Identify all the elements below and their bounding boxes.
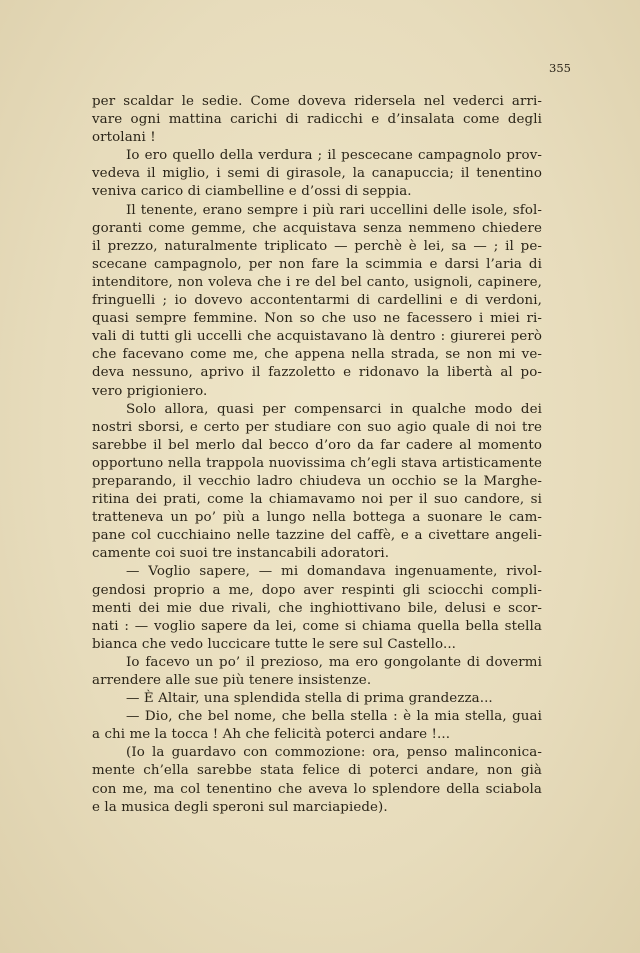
text-line: fringuelli ; io dovevo accontentarmi di cardellini e di verdoni, xyxy=(92,293,542,309)
text-line: — Voglio sapere, — mi domandava ingenuamente, rivol- xyxy=(126,564,542,580)
text-line: e la musica degli speroni sul marciapiede). xyxy=(92,799,388,815)
text-line: Il tenente, erano sempre i più rari uccellini delle isole, sfol- xyxy=(126,202,542,218)
text-line: vero prigioniero. xyxy=(92,383,208,399)
text-line: Io facevo un po’ il prezioso, ma ero gongolante di dovermi xyxy=(126,654,542,670)
text-line: a chi me la tocca ! Ah che felicità poterci andare !... xyxy=(92,727,451,743)
text-line: mente ch’ella sarebbe stata felice di poterci andare, non già xyxy=(92,763,542,779)
text-line: — È Altair, una splendida stella di prima grandezza... xyxy=(126,691,493,707)
text-line: (Io la guardavo con commozione: ora, penso malinconica- xyxy=(126,745,542,761)
text-line: Io ero quello della verdura ; il pescecane campagnolo prov- xyxy=(126,148,542,164)
text-line: bianca che vedo luccicare tutte le sere sul Castello... xyxy=(92,636,457,652)
text-line: intenditore, non voleva che i re del bel canto, usignoli, capinere, xyxy=(92,274,542,290)
text-line: vare ogni mattina carichi di radicchi e d’insalata come degli xyxy=(92,112,542,128)
text-line: Solo allora, quasi per compensarci in qualche modo dei xyxy=(126,401,542,417)
page-number: 355 xyxy=(549,61,571,75)
text-line: vali di tutti gli uccelli che acquistavano là dentro : giurerei però xyxy=(92,329,542,345)
text-line: pane col cucchiaino nelle tazzine del caffè, e a civettare angeli- xyxy=(92,528,542,544)
text-line: ortolani ! xyxy=(92,130,156,146)
text-line: tratteneva un po’ più a lungo nella bottega a suonare le cam- xyxy=(92,510,542,526)
text-line: arrendere alle sue più tenere insistenze. xyxy=(92,673,372,688)
text-line: gendosi proprio a me, dopo aver respinti gli sciocchi compli- xyxy=(92,582,542,598)
text-line: veniva carico di ciambelline e d’ossi di seppia. xyxy=(92,184,412,200)
text-line: scecane campagnolo, per non fare la scimmia e darsi l’aria di xyxy=(92,256,542,272)
text-line: che facevano come me, che appena nella strada, se non mi ve- xyxy=(92,347,542,363)
text-line: quasi sempre femmine. Non so che uso ne facessero i miei ri- xyxy=(92,311,542,327)
text-line: ritina dei prati, come la chiamavamo noi per il suo candore, si xyxy=(92,492,542,508)
text-line: camente coi suoi tre instancabili adoratori. xyxy=(92,546,390,562)
text-line: il prezzo, naturalmente triplicato — perchè è lei, sa — ; il pe- xyxy=(92,238,542,254)
text-line: nostri sborsi, e certo per studiare con suo agio quale di noi tre xyxy=(92,419,542,435)
text-line: deva nessuno, aprivo il fazzoletto e ridonavo la libertà al po- xyxy=(92,365,542,381)
text-line: con me, ma col tenentino che aveva lo splendore della sciabola xyxy=(92,781,542,797)
body-text xyxy=(92,93,542,817)
text-line: per scaldar le sedie. Come doveva ridersela nel vederci arri- xyxy=(92,94,542,109)
text-line: goranti come gemme, che acquistava senza nemmeno chiedere xyxy=(92,220,542,236)
text-line: vedeva il miglio, i semi di girasole, la canapuccia; il tenentino xyxy=(92,166,542,182)
text-line: nati : — voglio sapere da lei, come si chiama quella bella stella xyxy=(92,618,542,634)
text-line: preparando, il vecchio ladro chiudeva un occhio se la Marghe- xyxy=(92,473,542,489)
text-line: opportuno nella trappola nuovissima ch’egli stava artisticamente xyxy=(92,455,542,471)
text-line: menti dei mie due rivali, che inghiottivano bile, delusi e scor- xyxy=(92,600,542,616)
text-line: — Dio, che bel nome, che bella stella : è la mia stella, guai xyxy=(126,709,542,725)
text-line: sarebbe il bel merlo dal becco d’oro da far cadere al momento xyxy=(92,437,542,453)
